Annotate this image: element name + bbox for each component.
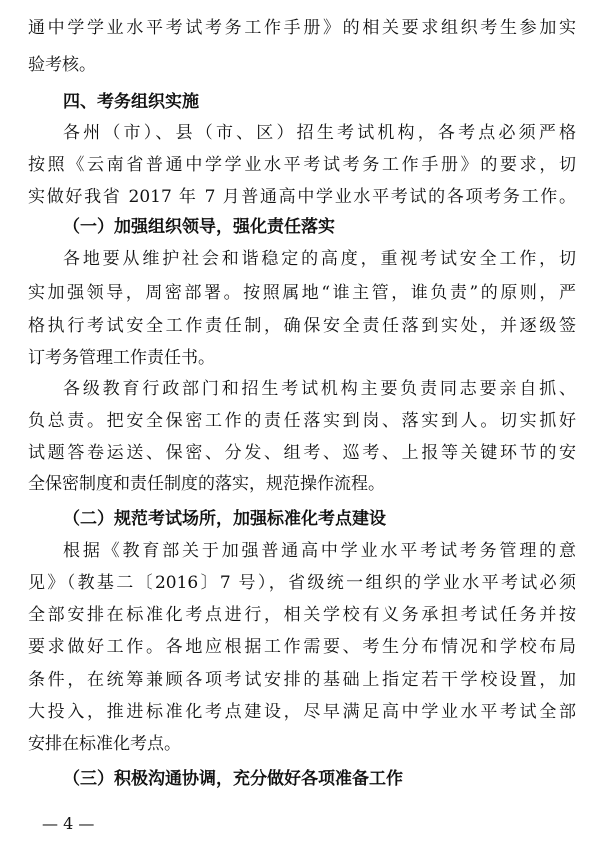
page-number: — 4 —	[42, 814, 95, 833]
subsection-heading: （二）规范考试场所，加强标准化考点建设	[63, 509, 386, 529]
paragraph-line: 验考核。	[28, 55, 96, 75]
paragraph-line: 订考务管理工作责任书。	[28, 348, 215, 368]
subsection-heading: （一）加强组织领导，强化责任落实	[63, 217, 335, 237]
paragraph-line: 试题答卷运送、保密、分发、组考、巡考、上报等关键环节的安	[28, 443, 576, 463]
paragraph-line: 大投入，推进标准化考点建设，尽早满足高中学业水平考试全部	[28, 702, 576, 722]
paragraph-line: 实做好我省 2017 年 7 月普通高中学业水平考试的各项考务工作。	[28, 187, 576, 207]
paragraph-line: 格执行考试安全工作责任制，确保安全责任落到实处，并逐级签	[28, 316, 576, 336]
paragraph-line: 各级教育行政部门和招生考试机构主要负责同志要亲自抓、	[63, 379, 576, 399]
paragraph-line: 实加强领导，周密部署。按照属地“谁主管，谁负责”的原则，严	[28, 283, 576, 303]
paragraph-line: 通中学学业水平考试考务工作手册》的相关要求组织考生参加实	[28, 18, 576, 38]
section-heading: 四、考务组织实施	[63, 92, 199, 112]
paragraph-line: 要求做好工作。各地应根据工作需要、考生分布情况和学校布局	[28, 637, 576, 657]
paragraph-line: 各地要从维护社会和谐稳定的高度，重视考试安全工作，切	[63, 249, 576, 269]
paragraph-line: 全部安排在标准化考点进行，相关学校有义务承担考试任务并按	[28, 605, 576, 625]
paragraph-line: 安排在标准化考点。	[28, 734, 181, 754]
paragraph-line: 按照《云南省普通中学学业水平考试考务工作手册》的要求，切	[28, 155, 576, 175]
paragraph-line: 负总责。把安全保密工作的责任落实到岗、落实到人。切实抓好	[28, 411, 576, 431]
paragraph-line: 根据《教育部关于加强普通高中学业水平考试考务管理的意	[63, 541, 576, 561]
paragraph-line: 条件，在统筹兼顾各项考试安排的基础上指定若干学校设置，加	[28, 670, 576, 690]
subsection-heading: （三）积极沟通协调，充分做好各项准备工作	[63, 769, 403, 789]
paragraph-line: 全保密制度和责任制度的落实，规范操作流程。	[28, 474, 385, 494]
paragraph-line: 各州（市）、县（市、区）招生考试机构，各考点必须严格	[63, 123, 576, 143]
paragraph-line: 见》（教基二〔2016〕7 号），省级统一组织的学业水平考试必须	[28, 573, 576, 593]
